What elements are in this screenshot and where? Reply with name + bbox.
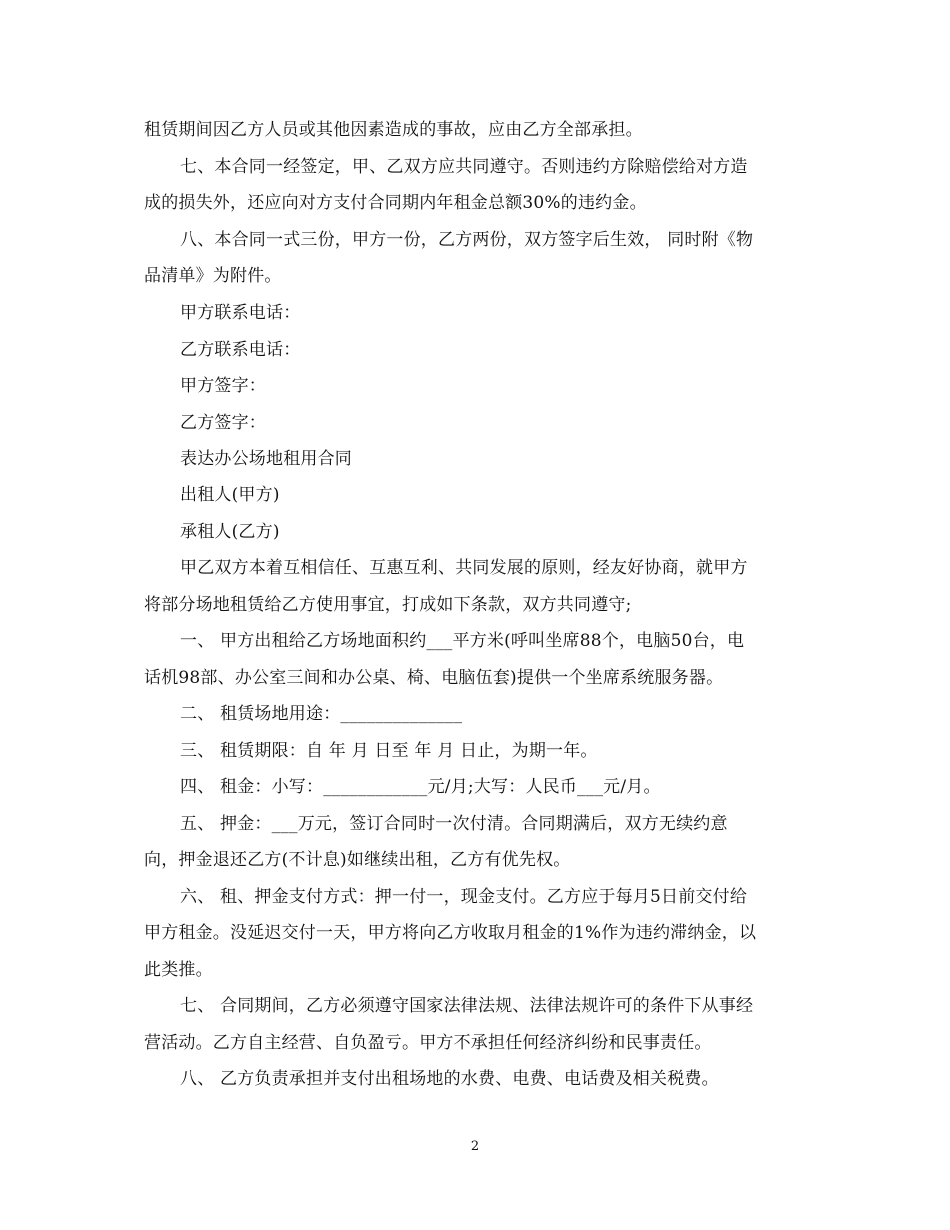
page-number: 2 — [470, 1139, 480, 1154]
text-line-15: 一、 甲方出租给乙方场地面积约___平方米(呼叫坐席88个，电脑50台，电 — [180, 631, 745, 651]
text-line-10: 表达办公场地租用合同 — [180, 449, 352, 469]
text-line-26: 营活动。乙方自主经营、自负盈亏。甲方不承担任何经济纠纷和民事责任。 — [144, 1033, 712, 1053]
text-line-14: 将部分场地租赁给乙方使用事宜，打成如下条款，双方共同遵守; — [144, 595, 632, 615]
text-line-1: 租赁期间因乙方人员或其他因素造成的事故，应由乙方全部承担。 — [144, 120, 643, 140]
text-line-12: 承租人(乙方) — [180, 522, 280, 542]
text-line-13: 甲乙双方本着互相信任、互惠互利、共同发展的原则，经友好协商，就甲方 — [180, 558, 748, 578]
text-line-16: 话机98部、办公室三间和办公桌、椅、电脑伍套)提供一个坐席系统服务器。 — [144, 668, 724, 688]
text-line-20: 五、 押金：___万元，签订合同时一次付清。合同期满后，双方无续约意 — [180, 814, 728, 834]
text-line-19: 四、 租金：小写：____________元/月;大写：人民币___元/月。 — [180, 777, 661, 797]
text-line-21: 向，押金退还乙方(不计息)如继续出租，乙方有优先权。 — [144, 850, 571, 870]
text-line-6: 甲方联系电话： — [180, 303, 301, 323]
text-line-11: 出租人(甲方) — [180, 485, 280, 505]
text-line-17: 二、 租赁场地用途：______________ — [180, 704, 463, 724]
text-line-5: 品清单》为附件。 — [144, 266, 282, 286]
text-line-4: 八、本合同一式三份，甲方一份，乙方两份，双方签字后生效， 同时附《物 — [180, 230, 754, 250]
text-line-22: 六、 租、押金支付方式：押一付一，现金支付。乙方应于每月5日前交付给 — [180, 887, 748, 907]
text-line-24: 此类推。 — [144, 960, 213, 980]
text-line-25: 七、 合同期间，乙方必须遵守国家法律法规、法律法规许可的条件下从事经 — [180, 996, 754, 1016]
text-line-7: 乙方联系电话： — [180, 340, 301, 360]
text-line-27: 八、 乙方负责承担并支付出租场地的水费、电费、电话费及相关税费。 — [180, 1069, 719, 1089]
text-line-18: 三、 租赁期限：自 年 月 日至 年 月 日止，为期一年。 — [180, 741, 598, 761]
text-line-8: 甲方签字： — [180, 376, 266, 396]
text-line-3: 成的损失外，还应向对方支付合同期内年租金总额30%的违约金。 — [144, 193, 647, 213]
text-line-9: 乙方签字： — [180, 413, 266, 433]
text-line-23: 甲方租金。没延迟交付一天，甲方将向乙方收取月租金的1%作为违约滞纳金，以 — [144, 923, 757, 943]
text-line-2: 七、本合同一经签定，甲、乙双方应共同遵守。否则违约方除赔偿给对方造 — [180, 157, 748, 177]
